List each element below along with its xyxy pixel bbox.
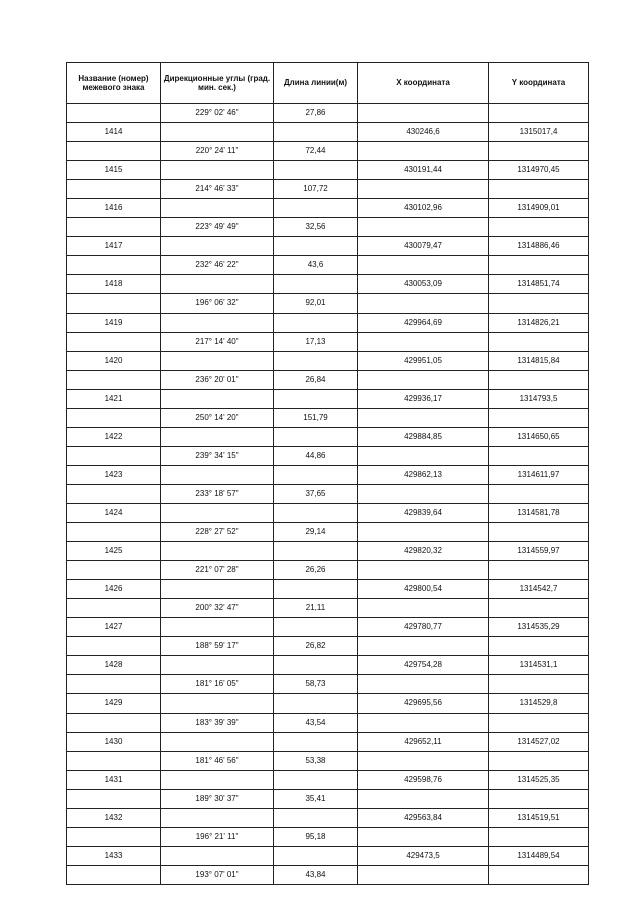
table-row-point (67, 770, 589, 789)
cell-length (274, 465, 358, 484)
cell-length: 92,01 (274, 294, 358, 313)
cell-marker-name (67, 370, 161, 389)
cell-bearing: 181° 16' 05" (161, 675, 274, 694)
cell-length: 95,18 (274, 827, 358, 846)
cell-y: 1314531,1 (489, 656, 589, 675)
cell-bearing: 233° 18' 57" (161, 484, 274, 503)
cell-marker-name (67, 523, 161, 542)
cell-y (489, 256, 589, 275)
table-row-segment (67, 370, 589, 389)
cell-bearing: 221° 07' 28" (161, 561, 274, 580)
cell-x: 429563,84 (358, 808, 489, 827)
cell-y (489, 180, 589, 199)
cell-length (274, 503, 358, 522)
cell-y: 1314535,29 (489, 618, 589, 637)
cell-marker-name: 1425 (67, 542, 161, 561)
cell-bearing: 236° 20' 01" (161, 370, 274, 389)
cell-x: 429964,69 (358, 313, 489, 332)
cell-y: 1314529,8 (489, 694, 589, 713)
cell-y (489, 675, 589, 694)
cell-y: 1315017,4 (489, 123, 589, 142)
cell-marker-name: 1423 (67, 465, 161, 484)
cell-length (274, 427, 358, 446)
cell-marker-name (67, 751, 161, 770)
cell-x: 430191,44 (358, 161, 489, 180)
table-row-segment (67, 408, 589, 427)
cell-length (274, 732, 358, 751)
cell-bearing (161, 503, 274, 522)
cell-x (358, 675, 489, 694)
cell-y (489, 218, 589, 237)
table-row-point (67, 503, 589, 522)
cell-marker-name (67, 675, 161, 694)
cell-marker-name: 1433 (67, 846, 161, 865)
cell-x: 429884,85 (358, 427, 489, 446)
table-row-point (67, 123, 589, 142)
cell-length (274, 313, 358, 332)
cell-marker-name: 1414 (67, 123, 161, 142)
cell-y (489, 294, 589, 313)
cell-length: 32,56 (274, 218, 358, 237)
cell-bearing: 196° 21' 11" (161, 827, 274, 846)
cell-y (489, 370, 589, 389)
table-row-point (67, 199, 589, 218)
cell-length: 53,38 (274, 751, 358, 770)
cell-marker-name: 1431 (67, 770, 161, 789)
cell-marker-name: 1422 (67, 427, 161, 446)
cell-marker-name: 1430 (67, 732, 161, 751)
cell-x (358, 713, 489, 732)
cell-marker-name: 1417 (67, 237, 161, 256)
cell-y: 1314611,97 (489, 465, 589, 484)
cell-length: 27,86 (274, 104, 358, 123)
cell-x (358, 865, 489, 884)
cell-length: 17,13 (274, 332, 358, 351)
cell-bearing (161, 237, 274, 256)
cell-x (358, 599, 489, 618)
cell-marker-name (67, 104, 161, 123)
cell-length (274, 808, 358, 827)
cell-x (358, 256, 489, 275)
cell-length: 43,54 (274, 713, 358, 732)
cell-bearing (161, 732, 274, 751)
cell-x (358, 218, 489, 237)
cell-bearing: 183° 39' 39" (161, 713, 274, 732)
cell-bearing (161, 275, 274, 294)
table-row-segment (67, 637, 589, 656)
cell-marker-name (67, 180, 161, 199)
cell-marker-name (67, 484, 161, 503)
cell-marker-name (67, 256, 161, 275)
cell-marker-name: 1421 (67, 389, 161, 408)
cell-y: 1314525,35 (489, 770, 589, 789)
cell-x: 429473,5 (358, 846, 489, 865)
cell-x: 429780,77 (358, 618, 489, 637)
cell-y (489, 713, 589, 732)
cell-x (358, 446, 489, 465)
cell-y: 1314489,54 (489, 846, 589, 865)
cell-length (274, 542, 358, 561)
cell-bearing (161, 161, 274, 180)
cell-x (358, 370, 489, 389)
cell-x (358, 561, 489, 580)
table-row-segment (67, 104, 589, 123)
cell-y (489, 827, 589, 846)
cell-y: 1314527,02 (489, 732, 589, 751)
cell-length (274, 275, 358, 294)
cell-length (274, 237, 358, 256)
cell-x: 430053,09 (358, 275, 489, 294)
table-row-segment (67, 218, 589, 237)
table-row-segment (67, 713, 589, 732)
cell-bearing: 232° 46' 22" (161, 256, 274, 275)
cell-marker-name: 1429 (67, 694, 161, 713)
cell-length (274, 656, 358, 675)
cell-marker-name (67, 218, 161, 237)
cell-y (489, 751, 589, 770)
cell-bearing (161, 351, 274, 370)
cell-y (489, 865, 589, 884)
table-row-point (67, 846, 589, 865)
cell-length (274, 770, 358, 789)
cell-y: 1314815,84 (489, 351, 589, 370)
table-row-point (67, 389, 589, 408)
cell-bearing (161, 770, 274, 789)
cell-bearing (161, 123, 274, 142)
cell-marker-name (67, 865, 161, 884)
cell-length: 29,14 (274, 523, 358, 542)
cell-y (489, 561, 589, 580)
cell-marker-name: 1432 (67, 808, 161, 827)
cell-x: 429820,32 (358, 542, 489, 561)
cell-y: 1314851,74 (489, 275, 589, 294)
table-row-segment (67, 561, 589, 580)
cell-length: 72,44 (274, 142, 358, 161)
cell-y (489, 142, 589, 161)
cell-y (489, 332, 589, 351)
cell-marker-name: 1428 (67, 656, 161, 675)
cell-x (358, 484, 489, 503)
cell-length (274, 123, 358, 142)
cell-y (489, 599, 589, 618)
cell-y (489, 408, 589, 427)
cell-length: 44,86 (274, 446, 358, 465)
header-length: Длина линии(м) (274, 63, 358, 104)
cell-x (358, 104, 489, 123)
cell-y (489, 446, 589, 465)
boundary-coordinates-table (66, 62, 589, 885)
cell-length: 107,72 (274, 180, 358, 199)
cell-length: 43,84 (274, 865, 358, 884)
cell-y (489, 484, 589, 503)
table-row-segment (67, 675, 589, 694)
cell-marker-name (67, 142, 161, 161)
table-row-segment (67, 446, 589, 465)
cell-marker-name (67, 294, 161, 313)
cell-x: 429936,17 (358, 389, 489, 408)
cell-length: 37,65 (274, 484, 358, 503)
cell-marker-name (67, 827, 161, 846)
cell-bearing: 200° 32' 47" (161, 599, 274, 618)
table-row-segment (67, 484, 589, 503)
cell-y: 1314886,46 (489, 237, 589, 256)
cell-marker-name: 1419 (67, 313, 161, 332)
cell-y: 1314909,01 (489, 199, 589, 218)
cell-length: 43,6 (274, 256, 358, 275)
cell-length (274, 199, 358, 218)
cell-bearing: 214° 46' 33" (161, 180, 274, 199)
table-row-point (67, 351, 589, 370)
cell-bearing: 188° 59' 17" (161, 637, 274, 656)
cell-y: 1314559,97 (489, 542, 589, 561)
cell-y (489, 789, 589, 808)
cell-x: 429754,28 (358, 656, 489, 675)
table-row-segment (67, 256, 589, 275)
cell-bearing (161, 694, 274, 713)
cell-length: 151,79 (274, 408, 358, 427)
cell-x: 429800,54 (358, 580, 489, 599)
cell-x (358, 523, 489, 542)
cell-bearing: 193° 07' 01" (161, 865, 274, 884)
table-row-point (67, 618, 589, 637)
table-row-segment (67, 865, 589, 884)
cell-x (358, 294, 489, 313)
table-row-segment (67, 523, 589, 542)
cell-bearing: 250° 14' 20" (161, 408, 274, 427)
cell-marker-name: 1415 (67, 161, 161, 180)
cell-length (274, 694, 358, 713)
header-x: X координата (358, 63, 489, 104)
cell-marker-name (67, 713, 161, 732)
cell-x (358, 751, 489, 770)
table-row-point (67, 808, 589, 827)
cell-marker-name (67, 789, 161, 808)
cell-length (274, 351, 358, 370)
table-row-segment (67, 827, 589, 846)
cell-bearing (161, 846, 274, 865)
table-row-point (67, 313, 589, 332)
cell-x: 429695,56 (358, 694, 489, 713)
header-y: Y координата (489, 63, 589, 104)
table-row-segment (67, 294, 589, 313)
cell-y: 1314519,51 (489, 808, 589, 827)
cell-marker-name (67, 637, 161, 656)
cell-length: 26,26 (274, 561, 358, 580)
cell-x: 429598,76 (358, 770, 489, 789)
cell-x (358, 142, 489, 161)
table-row-segment (67, 142, 589, 161)
cell-y: 1314542,7 (489, 580, 589, 599)
cell-length: 26,82 (274, 637, 358, 656)
cell-bearing: 228° 27' 52" (161, 523, 274, 542)
cell-y: 1314826,21 (489, 313, 589, 332)
cell-length: 26,84 (274, 370, 358, 389)
cell-length (274, 389, 358, 408)
cell-x: 429862,13 (358, 465, 489, 484)
table-row-segment (67, 180, 589, 199)
cell-bearing: 220° 24' 11" (161, 142, 274, 161)
table-row-point (67, 465, 589, 484)
cell-length (274, 161, 358, 180)
cell-marker-name: 1420 (67, 351, 161, 370)
cell-marker-name: 1426 (67, 580, 161, 599)
table-row-point (67, 542, 589, 561)
cell-marker-name (67, 446, 161, 465)
cell-marker-name: 1416 (67, 199, 161, 218)
cell-bearing: 196° 06' 32" (161, 294, 274, 313)
cell-bearing (161, 199, 274, 218)
cell-x: 430246,6 (358, 123, 489, 142)
cell-bearing: 189° 30' 37" (161, 789, 274, 808)
header-bearing: Дирекционные углы (град. мин. сек.) (161, 63, 274, 104)
cell-y: 1314793,5 (489, 389, 589, 408)
cell-y (489, 104, 589, 123)
cell-marker-name: 1427 (67, 618, 161, 637)
cell-x: 429951,05 (358, 351, 489, 370)
cell-bearing (161, 313, 274, 332)
cell-bearing (161, 580, 274, 599)
cell-marker-name (67, 408, 161, 427)
table-row-point (67, 161, 589, 180)
cell-x: 430079,47 (358, 237, 489, 256)
cell-marker-name (67, 332, 161, 351)
cell-y: 1314581,78 (489, 503, 589, 522)
table-row-point (67, 237, 589, 256)
cell-bearing (161, 618, 274, 637)
table-row-point (67, 694, 589, 713)
cell-y: 1314970,45 (489, 161, 589, 180)
cell-bearing (161, 389, 274, 408)
cell-bearing (161, 542, 274, 561)
table-row-segment (67, 332, 589, 351)
table-row-segment (67, 789, 589, 808)
table-row-point (67, 275, 589, 294)
header-row (67, 63, 589, 104)
cell-bearing: 181° 46' 56" (161, 751, 274, 770)
cell-x (358, 180, 489, 199)
cell-length: 58,73 (274, 675, 358, 694)
table-row-segment (67, 751, 589, 770)
cell-length: 21,11 (274, 599, 358, 618)
cell-y: 1314650,65 (489, 427, 589, 446)
cell-x (358, 408, 489, 427)
table-row-point (67, 580, 589, 599)
table-row-point (67, 656, 589, 675)
cell-x: 429839,64 (358, 503, 489, 522)
cell-marker-name: 1418 (67, 275, 161, 294)
cell-x (358, 827, 489, 846)
table-body (67, 104, 589, 885)
table-row-point (67, 732, 589, 751)
cell-length (274, 846, 358, 865)
header-marker-name: Название (номер) межевого знака (67, 63, 161, 104)
cell-marker-name (67, 561, 161, 580)
cell-bearing: 229° 02' 46" (161, 104, 274, 123)
cell-bearing (161, 656, 274, 675)
table-row-segment (67, 599, 589, 618)
cell-bearing: 239° 34' 15" (161, 446, 274, 465)
cell-x (358, 789, 489, 808)
cell-x (358, 637, 489, 656)
cell-x (358, 332, 489, 351)
cell-bearing (161, 427, 274, 446)
cell-marker-name: 1424 (67, 503, 161, 522)
cell-bearing (161, 808, 274, 827)
cell-x: 429652,11 (358, 732, 489, 751)
cell-length: 35,41 (274, 789, 358, 808)
cell-bearing (161, 465, 274, 484)
cell-bearing: 217° 14' 40" (161, 332, 274, 351)
cell-marker-name (67, 599, 161, 618)
table-row-point (67, 427, 589, 446)
cell-y (489, 523, 589, 542)
cell-length (274, 580, 358, 599)
cell-bearing: 223° 49' 49" (161, 218, 274, 237)
cell-length (274, 618, 358, 637)
cell-y (489, 637, 589, 656)
cell-x: 430102,96 (358, 199, 489, 218)
